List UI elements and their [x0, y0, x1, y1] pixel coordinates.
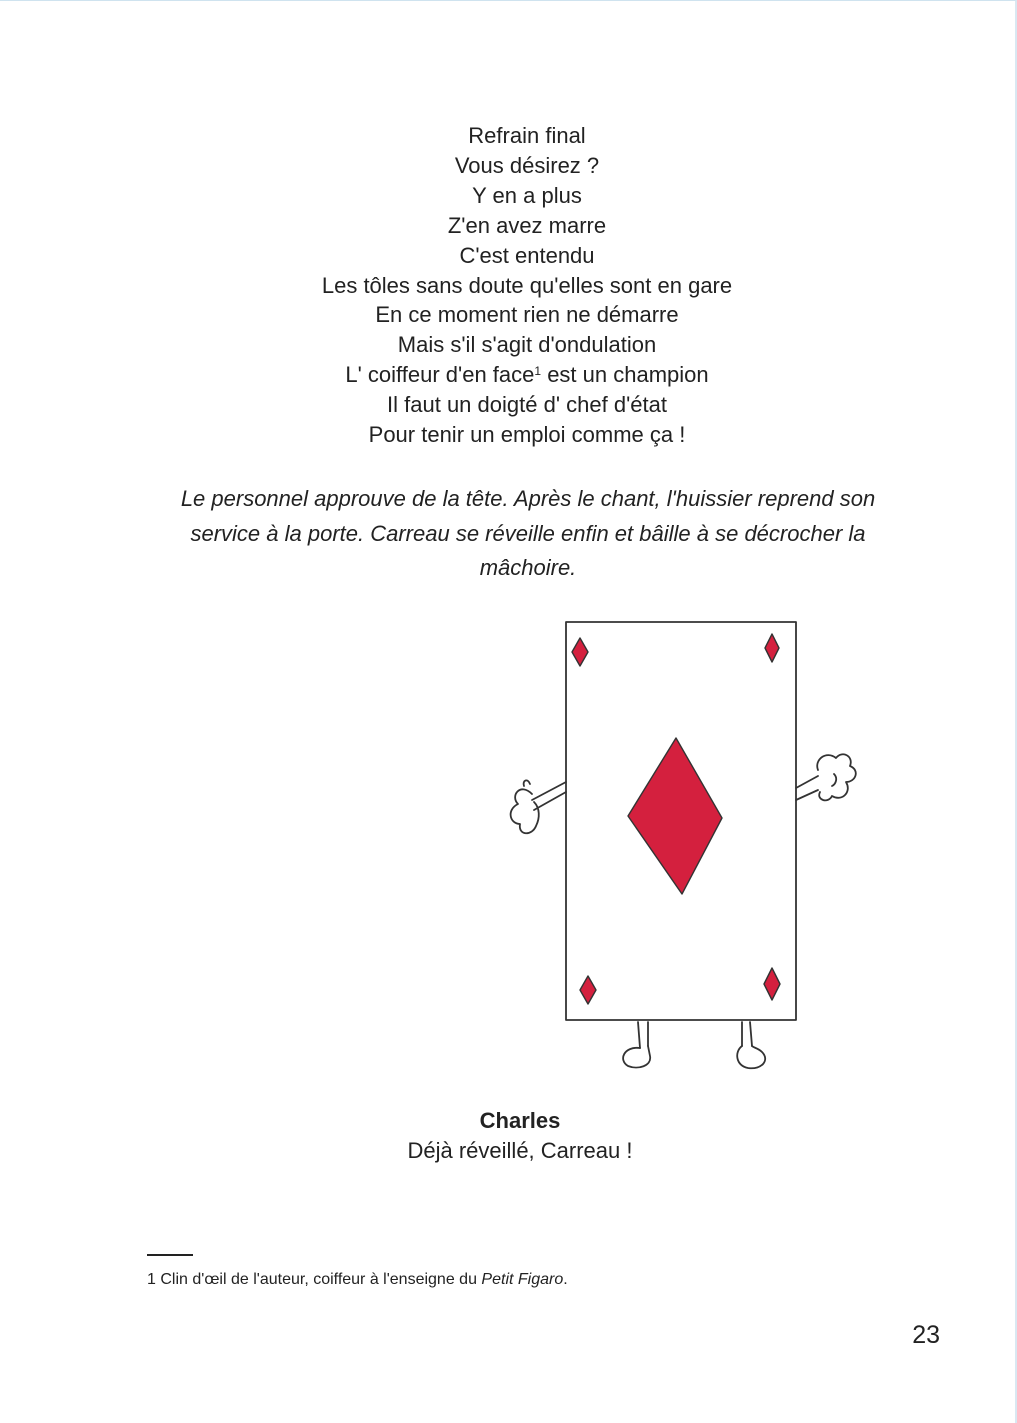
lyric-text: L' coiffeur d'en face: [345, 362, 535, 388]
lyric-line: Y en a plus: [472, 182, 582, 208]
stage-direction: Le personnel approuve de la tête. Après le chant, l'huissier reprend son service à la porte. Carreau se réveille enfin et bâille à se décrocher la mâchoire.: [180, 486, 876, 580]
speaker-name: Charles: [479, 1108, 561, 1133]
right-hand: [817, 754, 856, 800]
lyric-text: est un champion: [541, 362, 709, 388]
left-foot: [623, 1046, 650, 1068]
lyric-line: Refrain final: [468, 123, 586, 148]
lyric-line: Pour tenir un emploi comme ça !: [368, 422, 686, 448]
lyric-line: C'est entendu: [459, 242, 595, 268]
left-hand: [511, 780, 539, 833]
lyric-line: Les tôles sans doute qu'elles sont en gare: [321, 272, 733, 298]
right-foot: [737, 1046, 765, 1068]
footnote-number: 1: [147, 1271, 156, 1288]
lyric-line: [0, 360, 1017, 390]
footnote-text: Clin d'œil de l'auteur, coiffeur à l'enseigne du: [160, 1271, 482, 1288]
lyric-line: Z'en avez marre: [447, 212, 607, 238]
song-lyrics: [0, 121, 1017, 450]
footnote-separator: [147, 1254, 193, 1256]
footnote-reference[interactable]: 1: [534, 364, 542, 379]
right-arm: [796, 776, 818, 800]
right-leg: [742, 1022, 752, 1046]
footnote-title: Petit Figaro: [481, 1271, 564, 1288]
lyric-line: En ce moment rien ne démarre: [375, 302, 679, 328]
lyric-line: Vous désirez ?: [454, 152, 600, 178]
dialogue-line: Déjà réveillé, Carreau !: [407, 1138, 633, 1163]
ace-of-diamonds-card-illustration: [496, 610, 866, 1080]
footnote-end: .: [563, 1271, 568, 1288]
page-number: 23: [912, 1321, 940, 1349]
left-leg: [638, 1022, 648, 1048]
lyric-line: Il faut un doigté d' chef d'état: [387, 392, 667, 418]
lyric-line: Mais s'il s'agit d'ondulation: [397, 332, 657, 358]
footnote: [147, 1270, 568, 1290]
